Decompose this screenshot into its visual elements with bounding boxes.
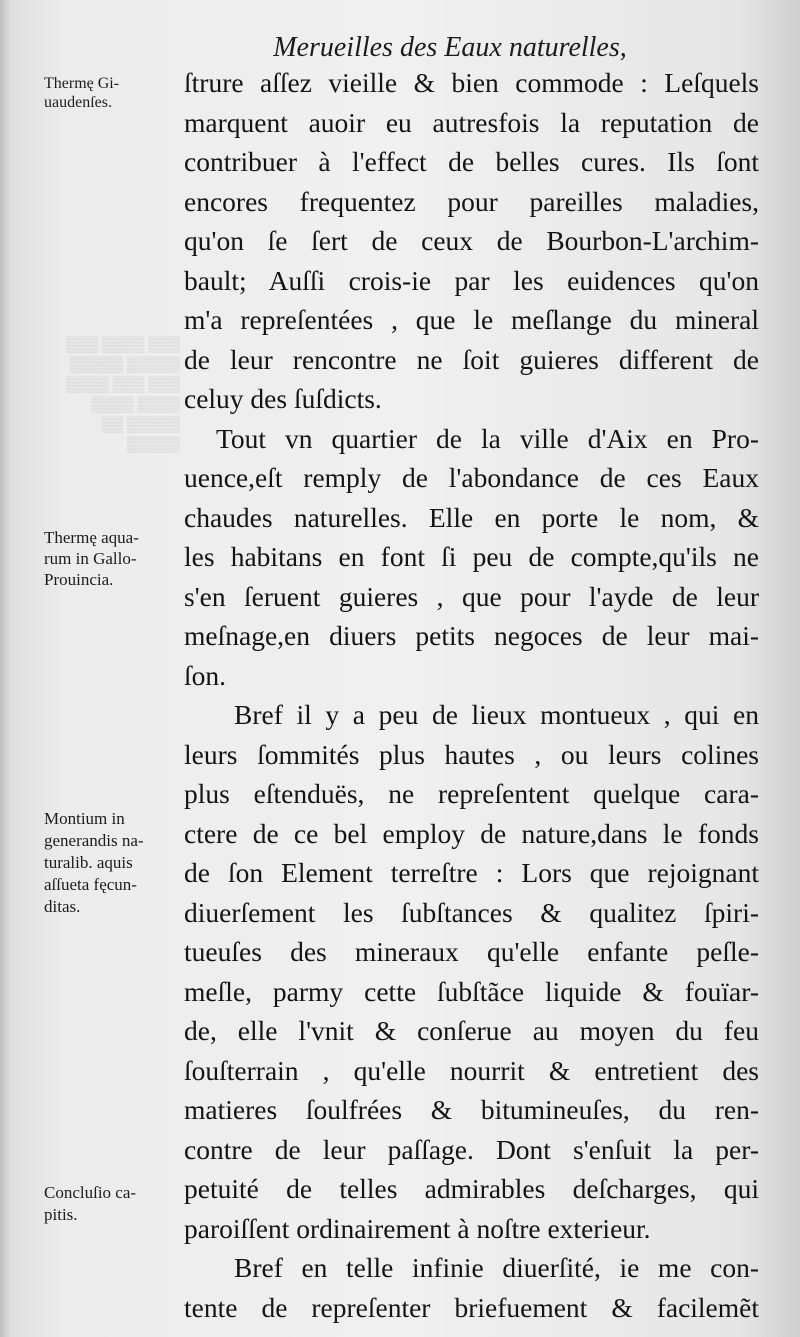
body-text — [184, 63, 759, 1327]
text-line: Bref il y a peu de lieux montueux , qui en — [234, 699, 759, 730]
text-line: plus eſtenduës, ne repreſentent quelque cara- — [184, 778, 759, 809]
text-line: diuerſement les ſubſtances & qualitez ſpiri- — [184, 896, 759, 928]
running-header: Merueilles des Eaux naturelles, — [273, 32, 627, 63]
text-line: meſle, parmy cette ſubſtãce liquide & fouïar- — [184, 975, 759, 1007]
page-spine-shadow — [0, 0, 12, 1337]
margin-note-line: Thermę aqua- — [44, 528, 139, 547]
text-line: petuité de telles admirables deſcharges, qui — [184, 1173, 759, 1204]
text-line: matieres ſoulfrées & bitumineuſes, du ren- — [184, 1094, 759, 1125]
text-line: les habitans en font ſi peu de compte,qu'ils ne — [184, 541, 759, 572]
margin-note-line: Concluſio ca- — [44, 1183, 137, 1202]
text-line: Tout vn quartier de la ville d'Aix en Pro- — [216, 422, 759, 454]
text-line: paroiſſent ordinairement à noſtre exterieur. — [184, 1212, 651, 1244]
text-line: tueuſes des mineraux qu'elle enfante peſle- — [184, 936, 759, 967]
text-line: marquent auoir eu autresfois la reputation de — [184, 106, 759, 138]
ink-bleed-through: ▒▒▒ ▒▒▒▒ ▒▒▒ ▒▒▒▒▒ ▒▒▒▒▒ ▒▒▒ ▒▒▒ ▒▒▒▒ ▒▒▒▒ ▒▒▒▒ ▒▒▒▒▒ ▒▒ ▒▒▒▒▒ — [66, 337, 180, 453]
text-line: ctere de ce bel employ de nature,dans le fonds — [184, 817, 759, 849]
text-line: de leur rencontre ne ſoit guieres different de — [184, 343, 759, 375]
margin-note-conclusio — [44, 1182, 184, 1226]
text-line: contre de leur paſſage. Dont s'enſuit la per- — [184, 1133, 759, 1165]
margin-note-line: Prouincia. — [44, 570, 114, 589]
margin-note-line: ditas. — [44, 897, 81, 916]
margin-note-montium — [44, 808, 184, 918]
margin-note-line: Montium in — [44, 809, 125, 828]
text-line: contribuer à l'effect de belles cures. Ils ſont — [184, 146, 759, 177]
text-line: ſon. — [184, 659, 227, 691]
margin-note-line: aſſueta fęcun- — [44, 875, 137, 894]
text-line: celuy des ſuſdicts. — [184, 383, 382, 414]
text-line: uence,eſt remply de l'abondance de ces Eaux — [184, 462, 759, 493]
margin-note-therme-aquarum — [44, 527, 184, 590]
text-line: meſnage,en diuers petits negoces de leur mai- — [184, 620, 759, 651]
text-line: leurs ſommités plus hautes , ou leurs colines — [184, 738, 759, 770]
margin-note-line: generandis na- — [44, 831, 144, 850]
text-line: m'a repreſentées , que le meſlange du mineral — [184, 304, 759, 335]
margin-note-line: turalib. aquis — [44, 853, 133, 872]
text-line: encores frequentez pour pareilles maladies, — [184, 185, 759, 217]
text-line: de ſon Element terreſtre : Lors que rejoignant — [184, 857, 759, 888]
text-line: s'en ſeruent guieres , que pour l'ayde de leur — [184, 580, 759, 612]
text-line: bault; Auſſi crois-ie par les euidences qu'on — [184, 264, 759, 296]
text-line: ſouſterrain , qu'elle nourrit & entretient des — [184, 1054, 759, 1086]
text-line: Bref en telle infinie diuerſité, ie me con- — [234, 1252, 759, 1283]
margin-note-line: pitis. — [44, 1205, 78, 1224]
margin-note-line: rum in Gallo- — [44, 549, 137, 568]
text-line: qu'on ſe ſert de ceux de Bourbon-L'archim- — [184, 225, 759, 256]
text-line: de, elle l'vnit & conſerue au moyen du feu — [184, 1015, 759, 1046]
margin-note-therme-giuaudenses — [44, 74, 184, 112]
text-line: tente de repreſenter briefuement & facilemẽt — [184, 1291, 759, 1323]
text-line: chaudes naturelles. Elle en porte le nom, & — [184, 501, 759, 533]
text-line: ſtrure aſſez vieille & bien commode : Leſquels — [184, 67, 759, 98]
margin-note-line: Thermę Gi- — [44, 75, 120, 92]
margin-note-line: uaudenſes. — [44, 94, 112, 111]
